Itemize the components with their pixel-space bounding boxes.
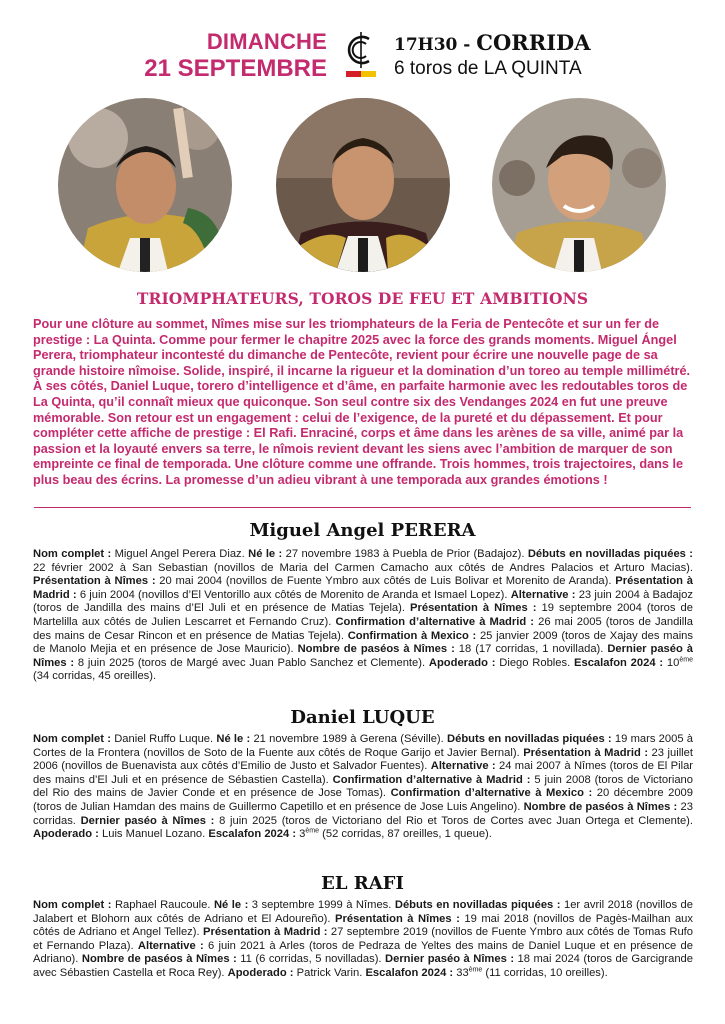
bio-label: Né le : bbox=[248, 548, 283, 560]
bio-value: (34 corridas, 45 oreilles). bbox=[33, 670, 157, 683]
bio-value: 11 (6 corridas, 5 novilladas). bbox=[236, 953, 386, 966]
bio-label: Confirmation à Mexico : bbox=[347, 629, 477, 642]
event-time: 17H30 - bbox=[394, 35, 471, 55]
bio-value: 26 mai 2005 (toros de Jandilla des mains de Cesar Rincon et en présence de Matias Tejela). bbox=[33, 615, 693, 642]
bio-rank-suffix: ème bbox=[305, 827, 320, 835]
bio-label: Escalafon 2024 : bbox=[208, 828, 297, 841]
bio-value: 22 février 2002 à San Sebastian (novillos de Maria del Carmen Camacho aux côtés de Andres Palacios et Arturo Macias). bbox=[33, 561, 693, 574]
bio-value: Daniel Ruffo Luque. bbox=[110, 733, 217, 745]
bio-label: Nombre de paséos à Nîmes : bbox=[297, 643, 455, 656]
bio-value: 33 bbox=[453, 966, 469, 979]
bio-value: 23 juin 2004 à Badajoz (toros de Jandilla des mains d’El Juli et en présence de Matias Tejela). bbox=[33, 588, 693, 615]
bio-label: Dernier paséo à Nîmes : bbox=[385, 953, 515, 966]
event-date-text: 21 SEPTEMBRE bbox=[144, 55, 327, 82]
bio-value: 24 mai 2007 à Nîmes (toros de El Pilar des mains d’El Juli et en présence de Sébastien Castella). bbox=[33, 760, 694, 786]
bio-value: 18 (17 corridas, 1 novillada). bbox=[454, 643, 608, 656]
bio-value: 8 juin 2025 (toros de Margé avec Juan Pablo Sanchez et Clemente). bbox=[74, 656, 429, 669]
bio-value: 5 juin 2008 (toros de Victoriano del Rio des mains de Javier Conde et en présence de Jose Tomas). bbox=[33, 773, 693, 800]
bio-label: Apoderado : bbox=[428, 656, 496, 669]
bio-label: Présentation à Madrid : bbox=[33, 575, 693, 601]
bio-label: Présentation à Nîmes : bbox=[33, 575, 156, 588]
bio-label: Apoderado : bbox=[227, 966, 294, 979]
article-headline: TRIOMPHATEURS, TOROS DE FEU ET AMBITIONS bbox=[136, 289, 589, 308]
portrait-perera bbox=[58, 98, 232, 272]
bio-label: Escalafon 2024 : bbox=[365, 966, 454, 979]
bio-label: Alternative : bbox=[510, 588, 576, 601]
bio-value: (52 corridas, 87 oreilles, 1 queue). bbox=[319, 828, 492, 841]
torero-bio-el-rafi bbox=[33, 899, 693, 981]
torero-name-luque: Daniel LUQUE bbox=[290, 707, 435, 728]
bio-value: 19 septembre 2004 (toros de Martelilla aux côtés de Julien Lescarret et Fernando Cruz). bbox=[33, 602, 693, 628]
torero-name-el-rafi: EL RAFI bbox=[321, 873, 404, 894]
event-info bbox=[394, 30, 591, 80]
bio-value: 25 janvier 2009 (toros de Xajay des mains de Manolo Mejia et en présence de Jose Mauricio). bbox=[33, 629, 693, 656]
divider bbox=[34, 507, 691, 508]
bio-label: Confirmation d’alternative à Madrid : bbox=[332, 773, 531, 786]
arena-logo-icon bbox=[342, 30, 380, 80]
event-date bbox=[144, 28, 327, 82]
bio-value: 8 juin 2025 (toros de Victoriano del Rio et Toros de Cortes avec Juan Ortega et Clemente). bbox=[214, 814, 694, 827]
bio-label: Présentation à Madrid : bbox=[523, 746, 649, 759]
bio-label: Nombre de paséos à Nîmes : bbox=[523, 800, 678, 813]
bio-value: 1er avril 2018 (novillos de Jalabert et Blohorn aux côtés de Adriano et El Adoureño). bbox=[33, 899, 693, 925]
bio-value: 20 mai 2004 (novillos de Fuente Ymbro aux côtés de Luis Bolivar et Morenito de Aranda). bbox=[155, 575, 616, 588]
event-time-line bbox=[394, 30, 591, 55]
bio-value: Raphael Raucoule. bbox=[111, 899, 214, 911]
bio-label: Nom complet : bbox=[33, 899, 112, 911]
event-bulls: 6 toros de LA QUINTA bbox=[394, 58, 582, 79]
bio-value: Luis Manuel Lozano. bbox=[98, 828, 209, 841]
bio-label: Alternative : bbox=[137, 939, 204, 952]
article-intro: Pour une clôture au sommet, Nîmes mise sur les triomphateurs de la Feria de Pentecôte et sur un fer de prestige : La Quinta. Comme pour fermer le chapitre 2025 avec la force des grands moments. Miguel Ángel Perera, triomphateur incontesté du dimanche de Pentecôte, revient pour écrire une nouvelle page de sa grande histoire nîmoise. Solide, inspiré, il incarne la rigueur et la domination d’un toreo au temple millimétré. À ses côtés, Daniel Luque, torero d’intelligence et d’âme, en parfaite harmonie avec les redoutables toros de La Quinta, qu’il connaît mieux que quiconque. Son seul contre six des Vendanges 2024 en fut une preuve mémorable. Son retour est un engagement : celui de l’exigence, de la pureté et du dépassement. Et pour compléter cette affiche de prestige : El Rafi. Enraciné, corps et âme dans les arènes de sa ville, animé par la passion et la loyauté envers sa terre, le nîmois revient devant les siens avec l’ambition de marquer de son empreinte ce final de temporada. Une clôture comme une offrande. Trois hommes, trois trajectoires, dans le plus beau des écrins. La promesse d’un adieu vibrant à une temporada aux grandes émotions ! bbox=[33, 317, 691, 487]
bio-label: Confirmation d’alternative à Mexico : bbox=[390, 787, 593, 800]
event-header bbox=[0, 26, 725, 86]
bio-label: Présentation à Madrid : bbox=[203, 926, 328, 939]
bio-value: 19 mai 2018 (novillos de Pagès-Mailhan aux côtés de Adriano et Angel Tellez). bbox=[33, 912, 693, 939]
bio-label: Nombre de paséos à Nîmes : bbox=[81, 953, 237, 966]
bio-label: Débuts en novilladas piquées : bbox=[527, 548, 693, 560]
bio-value: 6 juin 2004 (novillos d’El Ventorillo aux côtés de Morenito de Aranda et Ismael Lopez). bbox=[76, 588, 511, 601]
torero-bio-perera bbox=[33, 548, 693, 684]
bio-label: Nom complet : bbox=[33, 548, 112, 560]
bio-value: 18 mai 2024 (toros de Garcigrande avec Sébastien Castella et Roca Rey). bbox=[33, 953, 693, 979]
bio-value: 21 novembre 1989 à Gerena (Séville). bbox=[250, 733, 448, 745]
bio-value: 6 juin 2021 à Arles (toros de Pedraza de Yeltes des mains de Daniel Luque et en présence de Adriano). bbox=[33, 939, 693, 966]
bio-value: Patrick Varin. bbox=[293, 966, 366, 979]
bio-label: Escalafon 2024 : bbox=[574, 656, 664, 669]
bio-rank-suffix: ème bbox=[679, 656, 693, 664]
bio-label: Débuts en novilladas piquées : bbox=[447, 733, 612, 745]
bio-value: 19 mars 2005 à Cortes de la Frontera (novillos de Soto de la Fuente aux côtés de Roque Garijo et Javier Bernal). bbox=[33, 733, 694, 759]
torero-name-perera: Miguel Angel PERERA bbox=[249, 520, 476, 541]
bio-label: Dernier paséo à Nîmes : bbox=[80, 814, 215, 827]
bio-label: Né le : bbox=[213, 899, 249, 911]
bio-value: 3 bbox=[296, 828, 306, 841]
bio-value: 23 corridas. bbox=[33, 800, 693, 827]
bio-label: Nom complet : bbox=[33, 733, 111, 745]
bio-rank-suffix: ème bbox=[468, 966, 483, 974]
bio-value: 27 novembre 1983 à Puebla de Prior (Badajoz). bbox=[282, 548, 528, 560]
bio-label: Débuts en novilladas piquées : bbox=[394, 899, 561, 911]
bio-value: Miguel Angel Perera Diaz. bbox=[111, 548, 249, 560]
bio-label: Présentation à Nîmes : bbox=[410, 602, 537, 615]
bio-label: Dernier paséo à Nîmes : bbox=[33, 643, 694, 669]
bio-value: 20 décembre 2009 (toros de Julian Hamdan des mains de Guillermo Capetillo et en présence de Jose Luis Angelino). bbox=[33, 787, 693, 813]
bio-value: 27 septembre 2019 (novillos de Fuente Ymbro aux côtés de Tomas Rufo et Fernando Plaza). bbox=[33, 926, 693, 952]
bio-value: (11 corridas, 10 oreilles). bbox=[482, 966, 608, 979]
torero-portraits bbox=[0, 98, 725, 278]
torero-bio-luque bbox=[33, 733, 693, 842]
bio-value: 10 bbox=[663, 656, 680, 669]
bio-value: 3 septembre 1999 à Nîmes. bbox=[248, 899, 395, 911]
event-type: CORRIDA bbox=[476, 30, 591, 55]
bio-label: Apoderado : bbox=[33, 828, 99, 841]
portrait-el-rafi bbox=[492, 98, 666, 272]
bio-label: Né le : bbox=[216, 733, 251, 745]
bio-label: Alternative : bbox=[430, 760, 496, 773]
portrait-luque bbox=[276, 98, 450, 272]
event-day: DIMANCHE bbox=[206, 29, 327, 54]
bio-label: Présentation à Nîmes : bbox=[335, 912, 460, 925]
bio-label: Confirmation d’alternative à Madrid : bbox=[335, 615, 535, 628]
bio-value: 23 juillet 2006 (novillos de Buenavista aux côtés d’Emilio de Justo et Salvador Fuentes). bbox=[33, 746, 693, 773]
bio-value: Diego Robles. bbox=[495, 656, 575, 669]
